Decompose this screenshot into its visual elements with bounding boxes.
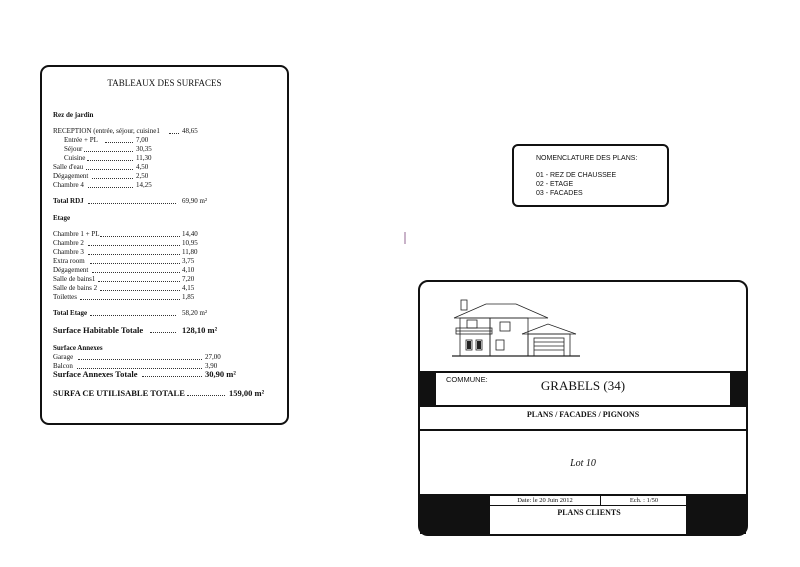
rdj-row-label: Entrée + PL: [64, 136, 98, 144]
rdj-row-label: Dégagement: [53, 172, 89, 180]
etage-row-value: 3,75: [182, 257, 195, 265]
habitable-total-label: Surface Habitable Totale: [53, 325, 144, 335]
rdj-row-value: 4,50: [136, 163, 149, 171]
leader-dots: [169, 127, 179, 134]
annexes-row-label: Garage: [53, 353, 74, 361]
leader-dots: [88, 181, 133, 188]
annexes-row-value: 3,90: [205, 362, 218, 370]
leader-dots: [90, 309, 176, 316]
rdj-total-value: 69,90 m²: [182, 197, 208, 205]
etage-row-label: Salle de bains 2: [53, 284, 98, 292]
leader-dots: [80, 293, 180, 300]
etage-heading: Etage: [53, 214, 71, 222]
leader-dots: [88, 197, 176, 204]
etage-row-value: 14,40: [182, 230, 198, 238]
annexes-row-value: 27,00: [205, 353, 221, 361]
annexes-total-label: Surface Annexes Totale: [53, 369, 138, 379]
nomenclature-item: 03 - FACADES: [536, 190, 583, 197]
rdj-row-value: 7,00: [136, 136, 149, 144]
leader-dots: [100, 230, 180, 237]
drawing-date: Date: le 20 Juin 2012: [490, 496, 601, 505]
rdj-row-label: Chambre 4: [53, 181, 84, 189]
leader-dots: [92, 266, 180, 273]
rdj-row-value: 30,35: [136, 145, 152, 153]
leader-dots: [77, 362, 202, 369]
etage-row-label: Toilettes: [53, 293, 78, 301]
leader-dots: [105, 136, 133, 143]
leader-dots: [90, 257, 180, 264]
annexes-total-value: 30,90 m²: [205, 369, 236, 379]
leader-dots: [78, 353, 202, 360]
nomenclature-box: [512, 144, 669, 207]
etage-row-label: Chambre 2: [53, 239, 84, 247]
rdj-row-value: 14,25: [136, 181, 152, 189]
rdj-row-value: 2,50: [136, 172, 149, 180]
annexes-row-label: Balcon: [53, 362, 73, 370]
etage-row-label: Extra room: [53, 257, 85, 265]
rdj-row-label: Séjour: [64, 145, 83, 153]
nomenclature-item: 02 - ETAGE: [536, 181, 574, 188]
leader-dots: [98, 275, 180, 282]
annexes-heading: Surface Annexes: [53, 344, 103, 352]
rdj-row-value: 48,65: [182, 127, 198, 135]
scan-mark: [404, 232, 406, 244]
plans-clients-label: PLANS CLIENTS: [557, 508, 621, 517]
leader-dots: [150, 326, 176, 333]
etage-row-value: 10,95: [182, 239, 198, 247]
rdj-row-label: Cuisine: [64, 154, 86, 162]
leader-dots: [92, 172, 133, 179]
rdj-row-label: Salle d'eau: [53, 163, 84, 171]
etage-row-value: 11,80: [182, 248, 198, 256]
divider-line: [420, 429, 746, 431]
plans-title: PLANS / FACADES / PIGNONS: [526, 410, 640, 419]
etage-row-value: 4,10: [182, 266, 195, 274]
rdj-row-value: 11,30: [136, 154, 152, 162]
nomenclature-item: 01 - REZ DE CHAUSSEE: [536, 172, 617, 179]
lot-number: Lot 10: [570, 458, 596, 469]
house-elevation-drawing: [452, 296, 580, 358]
leader-dots: [88, 248, 180, 255]
leader-dots: [88, 239, 180, 246]
etage-row-label: Salle de bains1: [53, 275, 96, 283]
date-scale-row: [490, 496, 688, 506]
leader-dots: [86, 163, 133, 170]
rdj-row-label: RECEPTION (entrée, séjour, cuisine1: [53, 127, 160, 135]
utilisable-total-label: SURFA CE UTILISABLE TOTALE: [53, 388, 185, 398]
etage-row-label: Dégagement: [53, 266, 89, 274]
black-bar-bottom-right: [686, 494, 746, 534]
leader-dots: [84, 145, 133, 152]
surface-table-panel: [40, 65, 289, 425]
rdj-total-label: Total RDJ: [53, 197, 84, 205]
rdj-heading: Rez de jardin: [53, 111, 94, 119]
etage-row-label: Chambre 3: [53, 248, 84, 256]
leader-dots: [100, 284, 180, 291]
etage-row-value: 1,85: [182, 293, 195, 301]
drawing-scale: Ech. : 1/50: [629, 497, 659, 504]
etage-total-value: 58,20 m²: [182, 309, 208, 317]
etage-total-label: Total Etage: [53, 309, 88, 317]
surface-table-title: TABLEAUX DES SURFACES: [107, 78, 222, 88]
habitable-total-value: 128,10 m²: [182, 325, 218, 335]
etage-row-label: Chambre 1 + PL: [53, 230, 100, 238]
etage-row-value: 4,15: [182, 284, 195, 292]
leader-dots: [87, 154, 133, 161]
leader-dots: [187, 389, 225, 396]
title-block: [418, 280, 748, 536]
etage-row-value: 7,20: [182, 275, 195, 283]
leader-dots: [142, 370, 202, 377]
black-bar-bottom-left: [420, 494, 490, 534]
divider-line: [420, 405, 746, 407]
divider-line: [420, 371, 746, 373]
utilisable-total-value: 159,00 m²: [229, 388, 265, 398]
commune-value: GRABELS (34): [540, 378, 626, 393]
commune-label: COMMUNE:: [446, 375, 488, 384]
nomenclature-title: NOMENCLATURE DES PLANS:: [536, 155, 638, 162]
